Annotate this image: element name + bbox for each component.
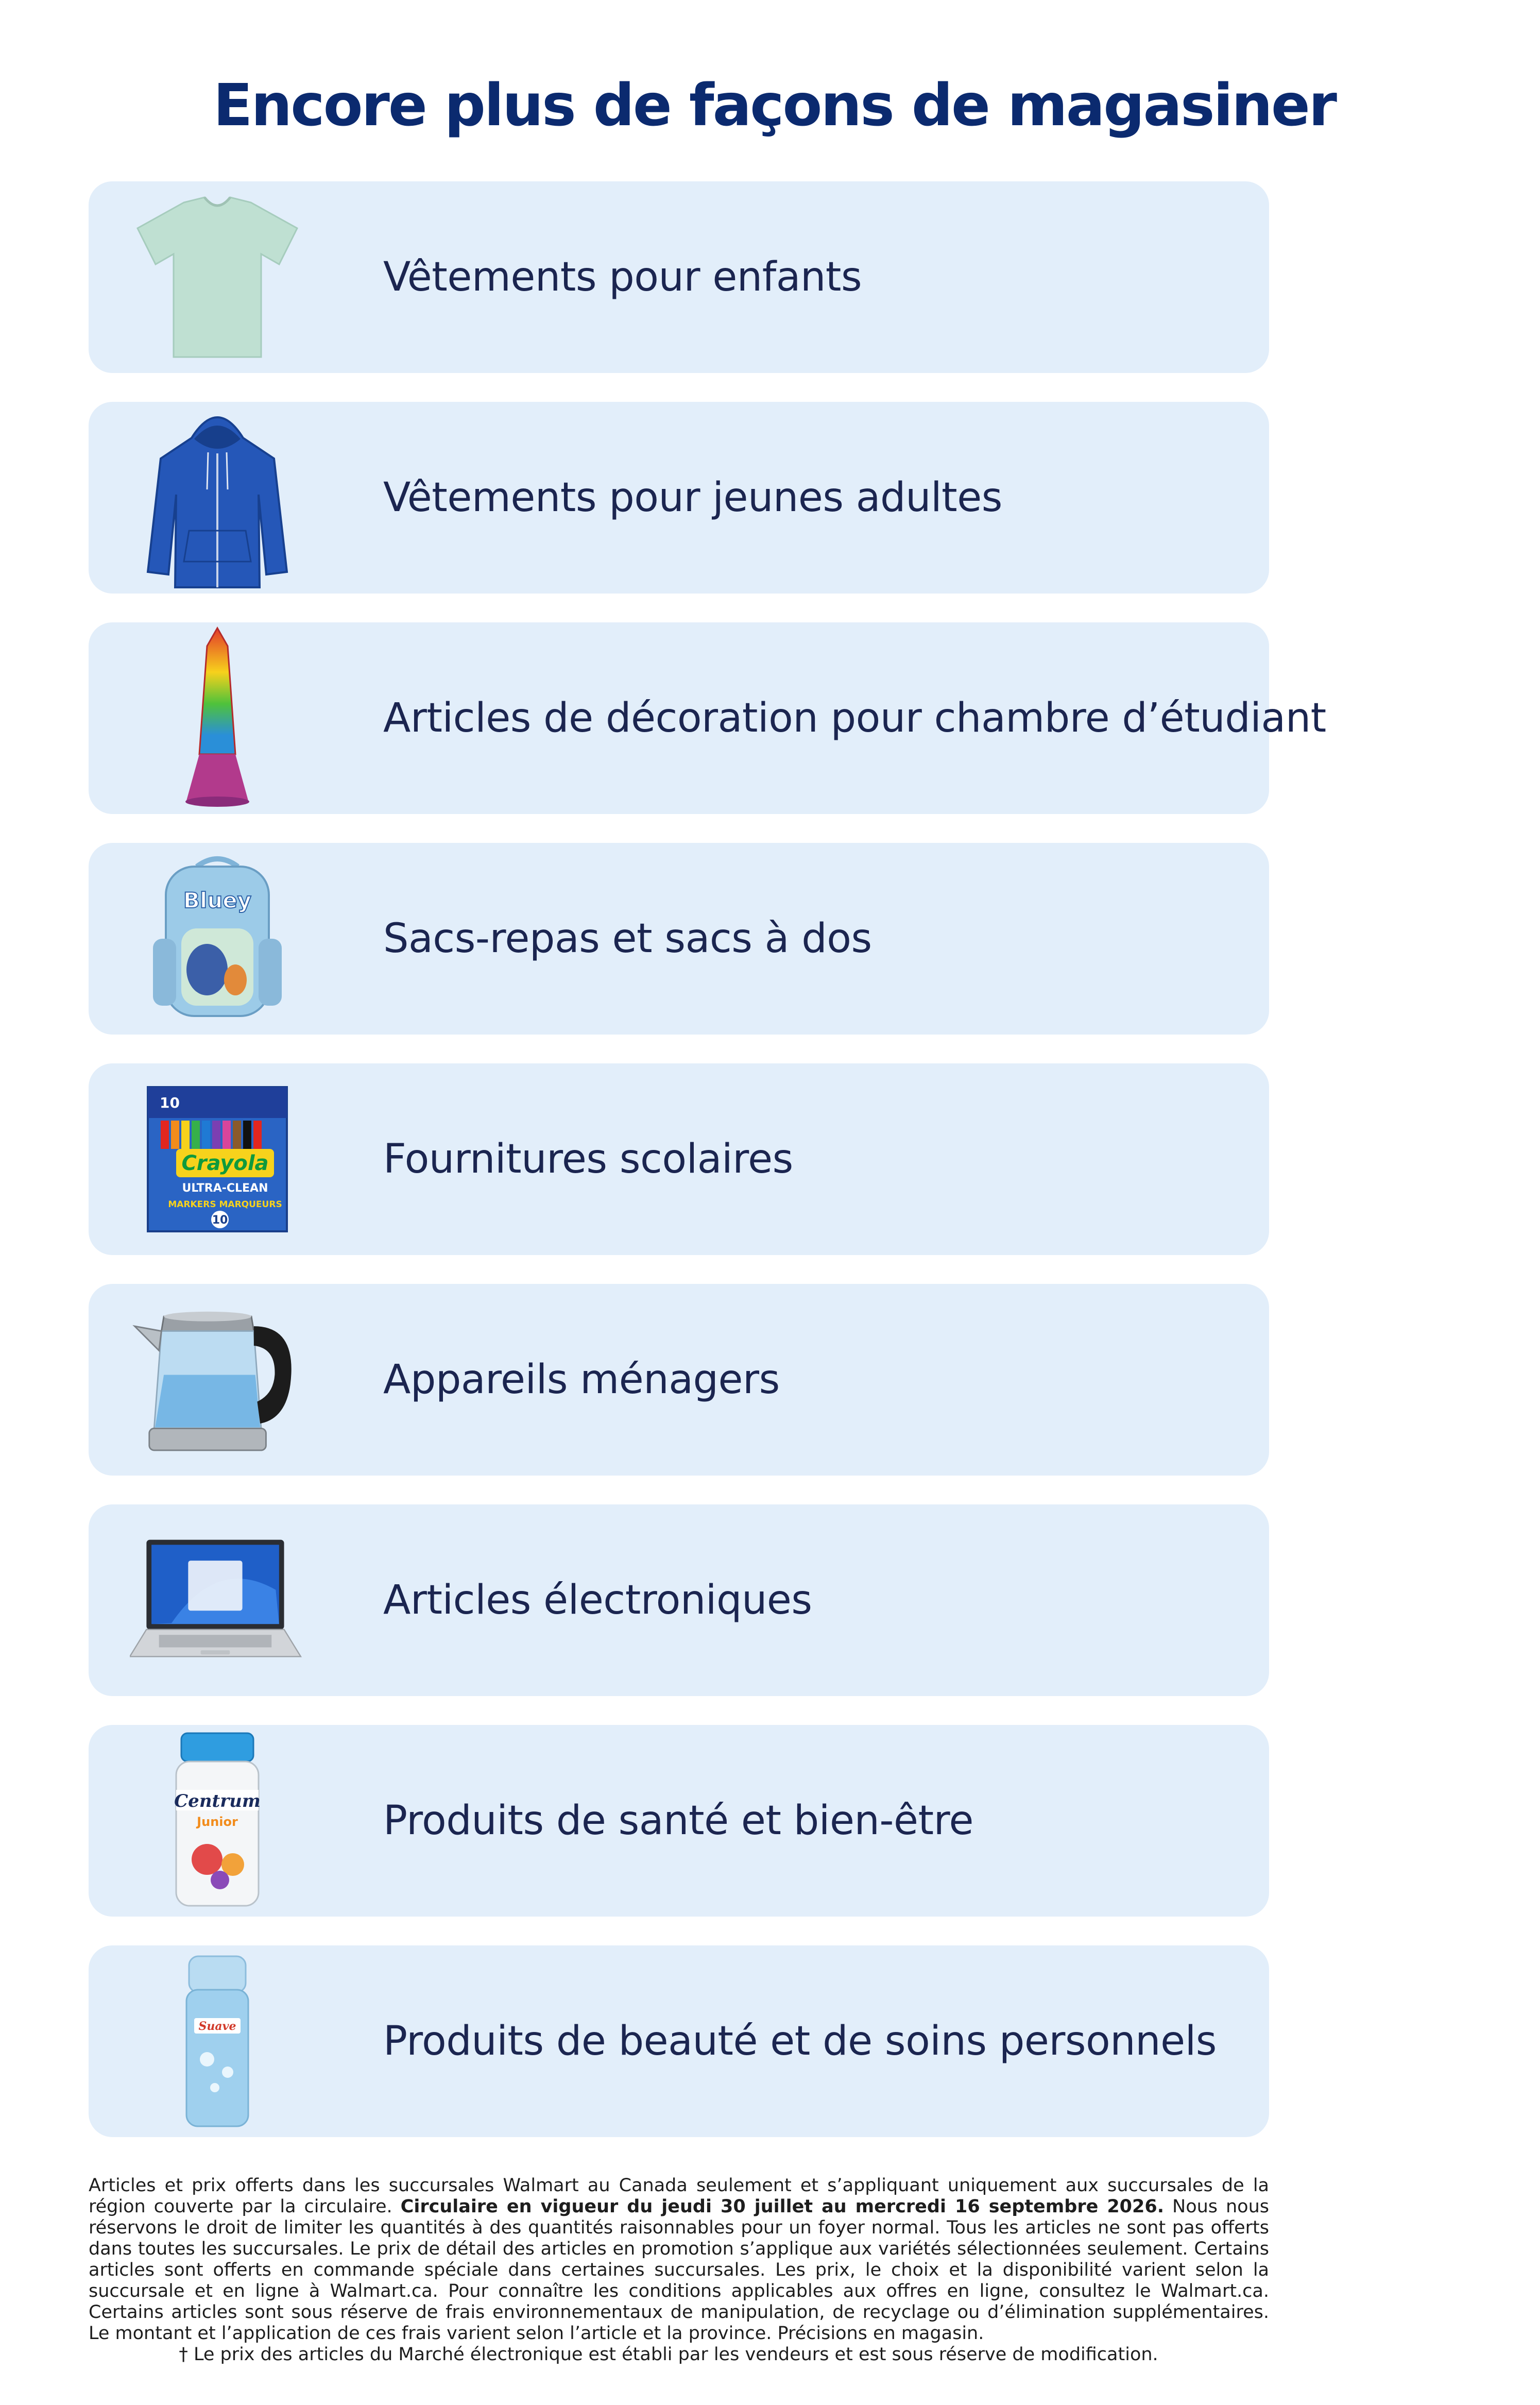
markers-line1-text: ULTRA-CLEAN [182, 1182, 268, 1195]
vitamin-bottle-icon [130, 1725, 305, 1917]
vitamin-brand-text: Centrum [174, 1791, 261, 1811]
fine-print-dates: Circulaire en vigueur du jeudi 30 juillet au mercredi 16 septembre 2026. [400, 2196, 1165, 2217]
t-shirt-icon [130, 181, 305, 373]
legal-fine-print [89, 2175, 1269, 2365]
category-card-kids-clothing[interactable] [89, 181, 1269, 373]
category-card-young-adult-clothing[interactable] [89, 402, 1269, 594]
laptop-icon [130, 1504, 305, 1696]
markers-brand-text: Crayola [181, 1151, 269, 1175]
markers-count-top-text: 10 [160, 1094, 180, 1111]
category-card-electronics[interactable] [89, 1504, 1269, 1696]
deodorant-brand-text: Suave [198, 2020, 236, 2033]
category-label: Appareils ménagers [383, 1357, 780, 1403]
hoodie-icon [130, 402, 305, 594]
category-label: Articles de décoration pour chambre d’étudiant [383, 695, 1326, 741]
fine-print-part1: Articles et prix offerts dans les succursales Walmart au Canada seulement et s’appliquant uniquement aux succursales de la région couverte par la circulaire. [89, 2175, 1269, 2217]
deodorant-icon [130, 1945, 305, 2137]
category-label: Sacs-repas et sacs à dos [383, 916, 872, 962]
category-label: Vêtements pour jeunes adultes [383, 475, 1002, 521]
marketplace-price-note: † Le prix des articles du Marché électronique est établi par les vendeurs et est sous réserve de modification. [179, 2344, 1158, 2365]
category-card-health[interactable] [89, 1725, 1269, 1917]
backpack-brand-text: Bluey [183, 888, 252, 913]
category-card-bags[interactable] [89, 843, 1269, 1035]
vitamin-sub-text: Junior [197, 1815, 238, 1829]
category-label: Fournitures scolaires [383, 1136, 793, 1182]
page-title: Encore plus de façons de magasiner [213, 72, 1336, 139]
category-card-appliances[interactable] [89, 1284, 1269, 1476]
category-card-school-supplies[interactable] [89, 1063, 1269, 1255]
markers-count-text: 10 [212, 1214, 228, 1227]
category-label: Produits de beauté et de soins personnels [383, 2018, 1217, 2064]
kettle-icon [130, 1284, 305, 1476]
category-label: Produits de santé et bien-être [383, 1798, 973, 1844]
category-label: Articles électroniques [383, 1577, 812, 1623]
backpack-icon [130, 843, 305, 1035]
category-label: Vêtements pour enfants [383, 254, 862, 300]
markers-line2-text: MARKERS MARQUEURS [168, 1199, 282, 1210]
category-card-dorm-decor[interactable] [89, 622, 1326, 814]
fine-print-part2: Nous nous réservons le droit de limiter les quantités à des quantités raisonnables pour un foyer normal. Tous les articles ne sont pas offerts dans toutes les succursales. Le prix de détail des articles en promotion s’applique aux variétés sélectionnées seulement. Certains articles sont offerts en commande spéciale dans certaines succursales. Les prix, le choix et la disponibilité varient selon la succursale et en ligne à Walmart.ca. Pour connaître les conditions applicables aux offres en ligne, consultez le Walmart.ca. Certains articles sont sous réserve de frais environnementaux de manipulation, de recyclage ou d’élimination supplémentaires. Le montant et l’application de ces frais varient selon l’article et la province. Précisions en magasin. [89, 2196, 1269, 2344]
markers-box-icon [130, 1063, 305, 1255]
lava-lamp-icon [130, 622, 305, 814]
category-card-beauty[interactable] [89, 1945, 1269, 2137]
